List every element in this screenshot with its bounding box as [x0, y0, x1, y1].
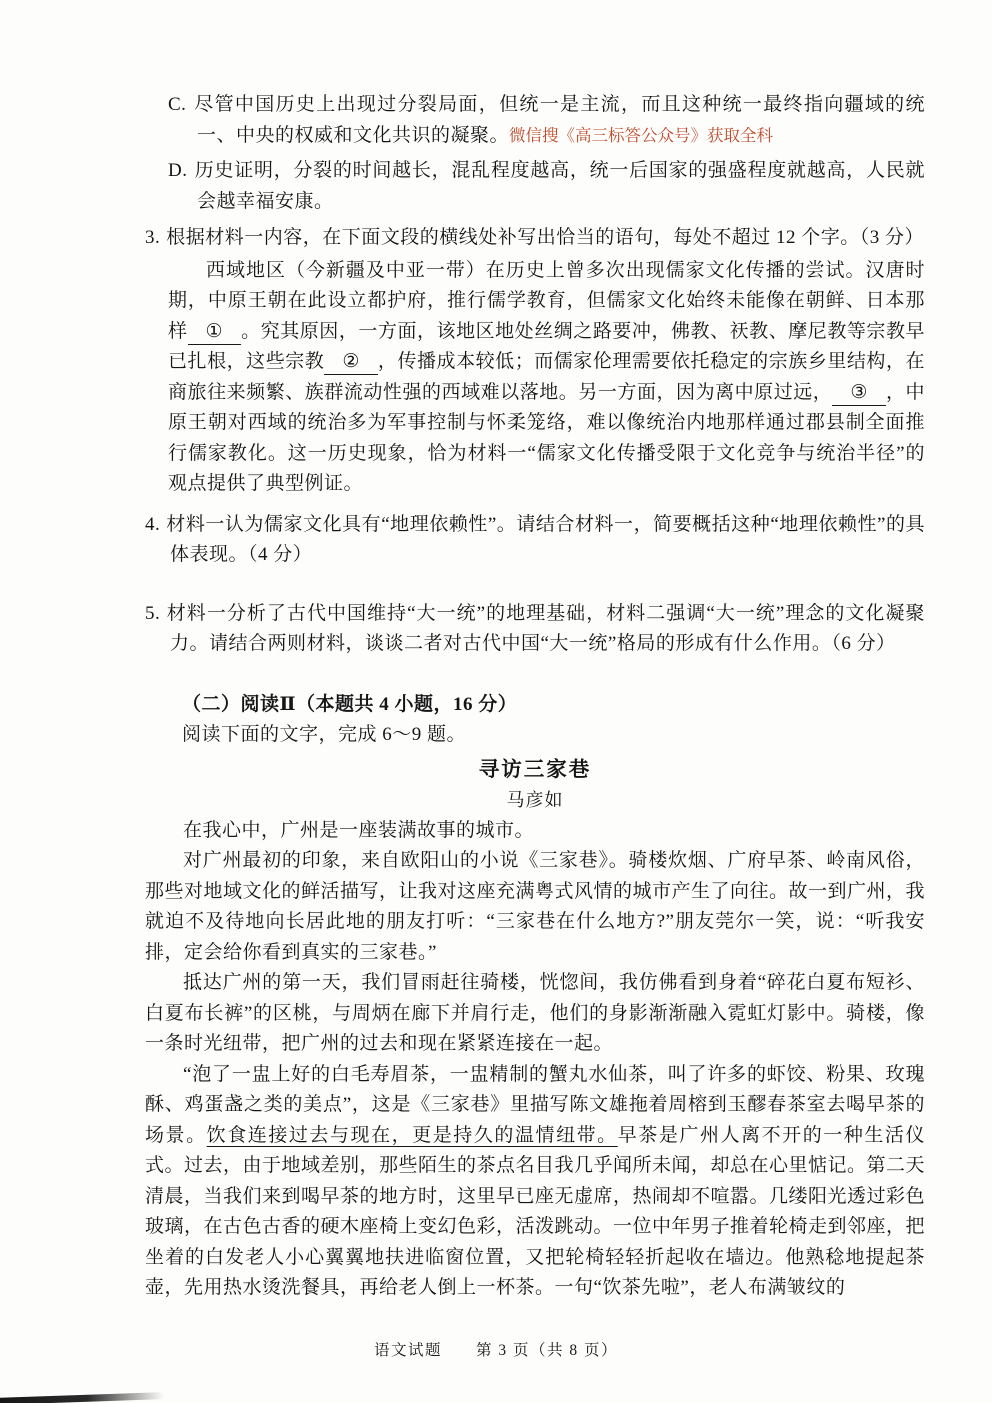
option-d-text: 历史证明，分裂的时间越长，混乱程度越高，统一后国家的强盛程度就越高，人民就会越幸福安康。	[194, 160, 925, 212]
option-c-text: 尽管中国历史上出现过分裂局面，但统一是主流，而且这种统一最终指向疆域的统一、中央的权威和文化共识的凝聚。	[193, 94, 925, 146]
essay-paragraph-4	[145, 1060, 925, 1304]
page-footer: 语文试题 第 3 页（共 8 页）	[373, 1342, 618, 1359]
gap-fill-passage	[168, 256, 925, 500]
question-4	[145, 510, 925, 571]
body-text: 。究其原因，一方面，该地区地处丝绸之路要冲，佛教、祆教、摩尼教等宗教早已扎根，这些宗教	[168, 320, 925, 372]
option-c-label: C.	[168, 94, 187, 115]
section-2-header: （二）阅读Ⅱ（本题共 4 小题，16 分）	[182, 693, 518, 715]
body-text: 西域地区（今新疆及中亚一带）在历史上曾多次出现儒家文化传播的尝试。汉唐时期，中原王朝在此设立都护府，推行儒学教育，但儒家文化始终未能像在朝鲜、日本那样	[168, 259, 925, 342]
question-3	[145, 223, 925, 254]
option-d-label: D.	[168, 160, 188, 181]
fill-in-blank: ①	[188, 320, 242, 345]
question-5	[145, 599, 925, 660]
essay-paragraph-3	[145, 968, 925, 1060]
body-text: 抵达广州的第一天，我们冒雨赶往骑楼，恍惚间，我仿佛看到身着“碎花白夏布短衫、白夏布长裤”的区桃，与周炳在廊下并肩行走，他们的身影渐渐融入霓虹灯影中。骑楼，像一条时光纽带，把广州的过去和现在紧紧连接在一起。	[145, 972, 925, 1054]
body-text: ，传播成本较低；而儒家伦理需要依托稳定的宗族乡里结构，在商旅往来频繁、族群流动性强的西域难以落地。另一方面，因为离中原过远，	[168, 351, 925, 403]
essay-author: 马彦如	[506, 790, 564, 810]
underlined-sentence: 饮食连接过去与现在，更是持久的温情纽带。	[206, 1124, 618, 1146]
essay-paragraph-1	[145, 816, 925, 847]
wechat-annotation: 微信搜《高三标答公众号》获取全科	[509, 125, 774, 145]
body-text: 在我心中，广州是一座装满故事的城市。	[183, 819, 535, 841]
reading-instruction: 阅读下面的文字，完成 6～9 题。	[182, 724, 467, 745]
fill-in-blank: ③	[832, 381, 886, 406]
question-5-number: 5.	[145, 602, 161, 624]
option-c	[168, 90, 925, 151]
body-text: 早茶是广州人离不开的一种生活仪式。过去，由于地域差别，那些陌生的茶点名目我几乎闻所未闻，却总在心里惦记。第二天清晨，当我们来到喝早茶的地方时，这里早已座无虚席，热闹却不喧嚣。几缕阳光透过彩色玻璃，在古色古香的硬木座椅上变幻色彩，活泼跳动。一位中年男子推着轮椅走到邻座，把坐着的白发老人小心翼翼地扶进临窗位置，又把轮椅轻轻折起收在墙边。他熟稔地提起茶壶，先用热水烫洗餐具，再给老人倒上一杯茶。一句“饮茶先啦”，老人布满皱纹的	[145, 1124, 926, 1298]
essay-paragraph-2	[145, 846, 925, 968]
question-5-text: 材料一分析了古代中国维持“大一统”的地理基础，材料二强调“大一统”理念的文化凝聚力。请结合两则材料，谈谈二者对古代中国“大一统”格局的形成有什么作用。（6 分）	[166, 602, 925, 654]
essay-title: 寻访三家巷	[478, 758, 592, 781]
scan-edge-artifact	[0, 1392, 164, 1403]
body-text: ，中原王朝对西域的统治多为军事控制与怀柔笼络，难以像统治内地那样通过郡县制全面推行儒家教化。这一历史现象，恰为材料一“儒家文化传播受限于文化竞争与统治半径”的观点提供了典型例证。	[168, 381, 925, 494]
fill-in-blank: ②	[324, 350, 378, 375]
question-3-text: 根据材料一内容，在下面文段的横线处补写出恰当的语句，每处不超过 12 个字。（3 分）	[166, 227, 925, 248]
body-text: “泡了一盅上好的白毛寿眉茶，一盅精制的蟹丸水仙茶，叫了许多的虾饺、粉果、玫瑰酥、鸡蛋盏之类的美点”，这是《三家巷》里描写陈文雄拖着周榕到玉醪春茶室去喝早茶的场景。	[145, 1063, 925, 1146]
option-d	[168, 156, 925, 217]
question-4-number: 4.	[145, 513, 161, 535]
body-text: 对广州最初的印象，来自欧阳山的小说《三家巷》。骑楼炊烟、广府早茶、岭南风俗，那些对地域文化的鲜活描写，让我对这座充满粤式风情的城市产生了向往。故一到广州，我就迫不及待地向长居此地的朋友打听：“三家巷在什么地方?”朋友莞尔一笑，说：“听我安排，定会给你看到真实的三家巷。”	[145, 850, 926, 963]
question-3-number: 3.	[145, 227, 161, 248]
question-4-text: 材料一认为儒家文化具有“地理依赖性”。请结合材料一，简要概括这种“地理依赖性”的具体表现。（4 分）	[166, 513, 925, 565]
